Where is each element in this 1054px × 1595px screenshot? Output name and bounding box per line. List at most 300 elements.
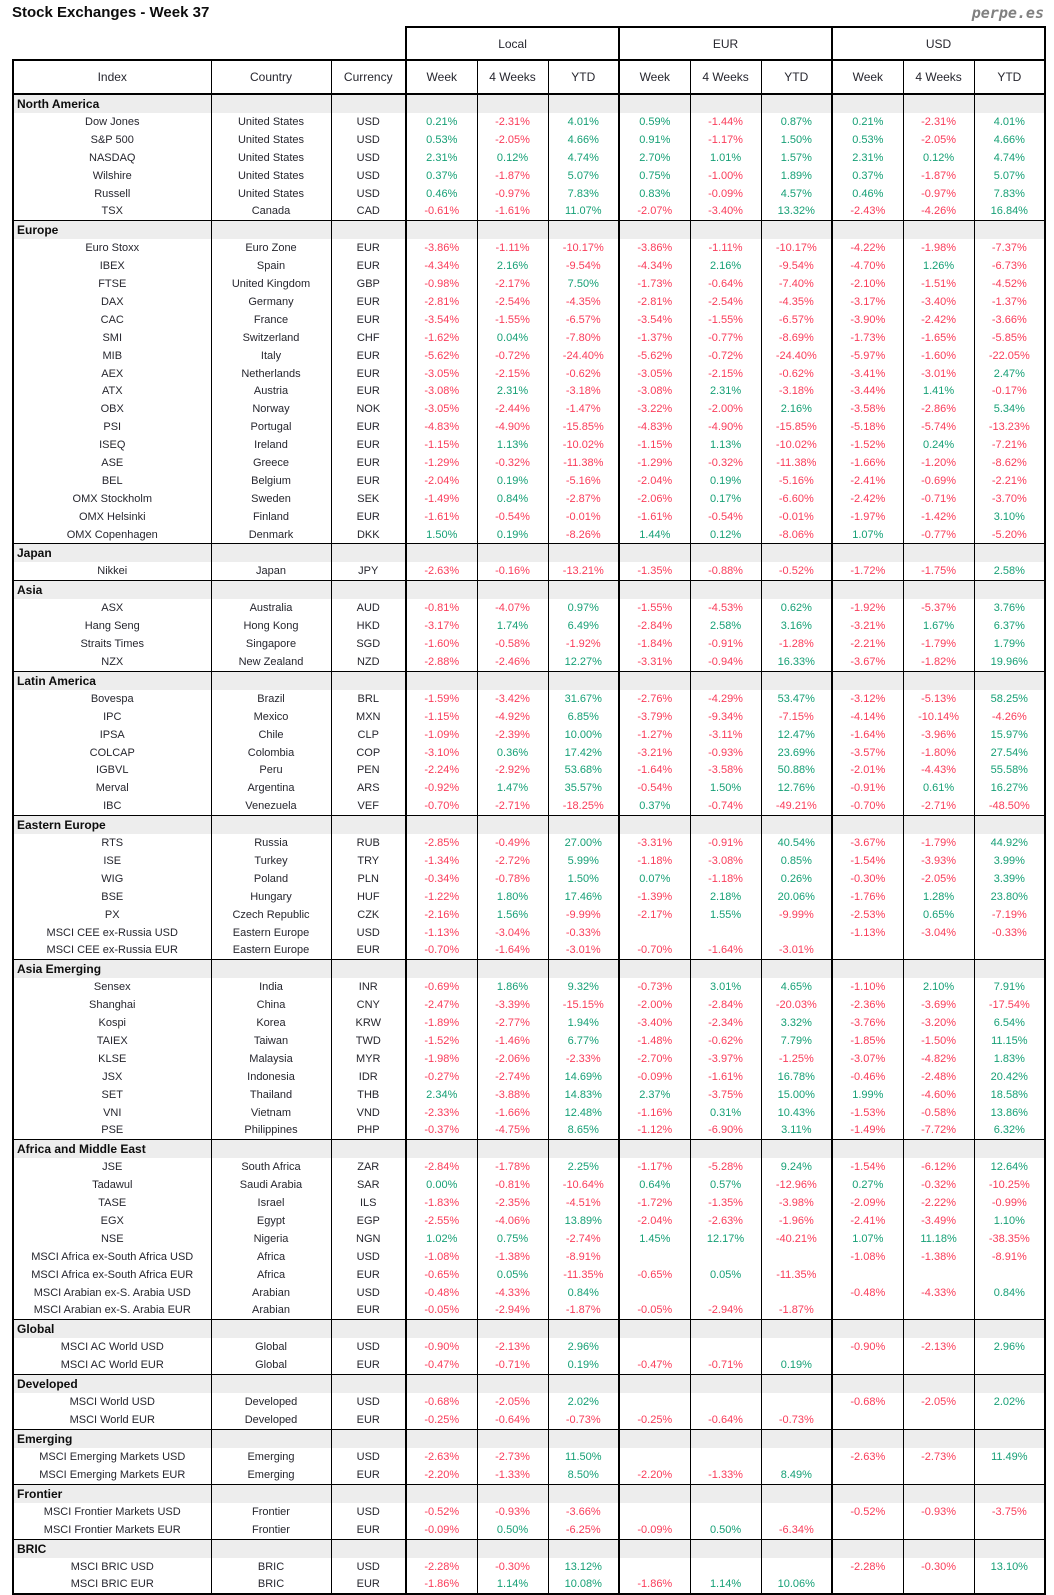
index-name-cell: Dow Jones xyxy=(13,113,211,131)
value-cell: -1.52% xyxy=(406,1032,477,1050)
value-cell: -2.46% xyxy=(477,653,548,671)
index-row xyxy=(13,1338,1045,1356)
section-cell xyxy=(619,1140,690,1159)
section-cell xyxy=(761,1140,832,1159)
value-cell: 2.34% xyxy=(406,1086,477,1104)
value-cell: -1.79% xyxy=(903,834,974,852)
value-cell: -2.06% xyxy=(477,1050,548,1068)
value-cell: 12.64% xyxy=(974,1158,1045,1176)
value-cell: -13.23% xyxy=(974,418,1045,436)
value-cell: -2.42% xyxy=(903,311,974,329)
value-cell: -40.21% xyxy=(761,1230,832,1248)
value-cell: 5.07% xyxy=(548,167,619,185)
value-cell: -1.61% xyxy=(619,508,690,526)
index-name-cell: MSCI Emerging Markets USD xyxy=(13,1448,211,1466)
section-cell xyxy=(406,960,477,979)
value-cell: 0.75% xyxy=(477,1230,548,1248)
section-cell xyxy=(690,1484,761,1503)
value-cell xyxy=(974,942,1045,960)
country-cell: United States xyxy=(211,167,331,185)
group-header-row xyxy=(13,27,1045,60)
section-cell xyxy=(548,1430,619,1449)
value-cell: -2.54% xyxy=(477,293,548,311)
section-cell xyxy=(331,816,406,835)
country-cell: Developed xyxy=(211,1411,331,1429)
value-cell: -2.31% xyxy=(477,113,548,131)
country-cell: United States xyxy=(211,131,331,149)
value-cell: -0.70% xyxy=(406,942,477,960)
value-cell: -9.34% xyxy=(690,708,761,726)
index-name-cell: NASDAQ xyxy=(13,149,211,167)
country-cell: Korea xyxy=(211,1014,331,1032)
section-cell xyxy=(619,671,690,690)
value-cell: -18.25% xyxy=(548,797,619,815)
index-row xyxy=(13,1014,1045,1032)
value-cell: -4.60% xyxy=(903,1086,974,1104)
value-cell: -0.99% xyxy=(974,1194,1045,1212)
value-cell: -1.18% xyxy=(690,870,761,888)
value-cell: -0.52% xyxy=(761,562,832,580)
currency-cell: ZAR xyxy=(331,1158,406,1176)
value-cell: -0.48% xyxy=(832,1284,903,1302)
value-cell: 3.01% xyxy=(690,978,761,996)
section-cell xyxy=(690,1140,761,1159)
section-cell xyxy=(211,960,331,979)
section-cell xyxy=(974,581,1045,600)
section-cell xyxy=(690,960,761,979)
value-cell xyxy=(761,1284,832,1302)
index-row xyxy=(13,508,1045,526)
index-name-cell: MSCI BRIC EUR xyxy=(13,1575,211,1594)
index-name-cell: IBC xyxy=(13,797,211,815)
value-cell: -2.41% xyxy=(832,1212,903,1230)
index-row xyxy=(13,1104,1045,1122)
value-cell: -1.33% xyxy=(690,1466,761,1484)
section-cell xyxy=(903,1140,974,1159)
value-cell: -1.61% xyxy=(477,202,548,220)
value-cell: -49.21% xyxy=(761,797,832,815)
value-cell: -3.40% xyxy=(903,293,974,311)
currency-cell: CLP xyxy=(331,726,406,744)
currency-cell: EUR xyxy=(331,1302,406,1320)
value-cell: -0.58% xyxy=(477,635,548,653)
index-name-cell: MSCI Africa ex-South Africa USD xyxy=(13,1248,211,1266)
value-cell: -2.36% xyxy=(832,996,903,1014)
column-header-row xyxy=(13,60,1045,94)
value-cell: -0.37% xyxy=(406,1122,477,1140)
value-cell: -0.33% xyxy=(548,924,619,942)
value-cell: -2.44% xyxy=(477,400,548,418)
value-cell: 4.57% xyxy=(761,185,832,203)
section-cell xyxy=(548,671,619,690)
value-cell: 2.31% xyxy=(406,149,477,167)
currency-cell: IDR xyxy=(331,1068,406,1086)
section-row xyxy=(13,671,1045,690)
value-cell: -0.32% xyxy=(690,454,761,472)
index-row xyxy=(13,382,1045,400)
column-header-usd-ytd: YTD xyxy=(974,60,1045,94)
value-cell: -1.37% xyxy=(619,329,690,347)
value-cell: -1.66% xyxy=(832,454,903,472)
index-name-cell: PX xyxy=(13,906,211,924)
value-cell: 11.49% xyxy=(974,1448,1045,1466)
value-cell: 0.50% xyxy=(690,1521,761,1539)
index-name-cell: IPSA xyxy=(13,726,211,744)
index-name-cell: Shanghai xyxy=(13,996,211,1014)
country-cell: Hungary xyxy=(211,888,331,906)
index-name-cell: MSCI World EUR xyxy=(13,1411,211,1429)
section-cell xyxy=(331,1320,406,1339)
section-label: Eastern Europe xyxy=(13,816,211,835)
column-header-country: Country xyxy=(211,60,331,94)
index-name-cell: ASE xyxy=(13,454,211,472)
index-name-cell: MSCI BRIC USD xyxy=(13,1558,211,1576)
currency-cell: CZK xyxy=(331,906,406,924)
index-row xyxy=(13,1212,1045,1230)
currency-cell: VEF xyxy=(331,797,406,815)
value-cell: -2.81% xyxy=(619,293,690,311)
country-cell: Arabian xyxy=(211,1302,331,1320)
index-row xyxy=(13,852,1045,870)
currency-cell: EUR xyxy=(331,311,406,329)
section-cell xyxy=(331,94,406,113)
currency-cell: EUR xyxy=(331,365,406,383)
section-label: Asia xyxy=(13,581,211,600)
index-name-cell: ATX xyxy=(13,382,211,400)
value-cell xyxy=(619,1393,690,1411)
value-cell: 0.53% xyxy=(406,131,477,149)
index-name-cell: OMX Helsinki xyxy=(13,508,211,526)
currency-cell: AUD xyxy=(331,599,406,617)
value-cell: -1.64% xyxy=(619,762,690,780)
value-cell: -2.63% xyxy=(406,1448,477,1466)
section-cell xyxy=(974,816,1045,835)
index-row xyxy=(13,472,1045,490)
value-cell: -6.73% xyxy=(974,257,1045,275)
value-cell: 0.87% xyxy=(761,113,832,131)
value-cell xyxy=(903,1466,974,1484)
value-cell: -0.73% xyxy=(619,978,690,996)
value-cell: -2.15% xyxy=(690,365,761,383)
value-cell: -2.22% xyxy=(903,1194,974,1212)
value-cell: -2.00% xyxy=(619,996,690,1014)
value-cell: -0.72% xyxy=(477,347,548,365)
country-cell: Peru xyxy=(211,762,331,780)
index-name-cell: MSCI Frontier Markets EUR xyxy=(13,1521,211,1539)
section-cell xyxy=(548,1140,619,1159)
section-row xyxy=(13,1375,1045,1394)
value-cell: -1.15% xyxy=(406,708,477,726)
index-name-cell: SMI xyxy=(13,329,211,347)
index-row xyxy=(13,365,1045,383)
value-cell: 27.00% xyxy=(548,834,619,852)
value-cell: -2.20% xyxy=(619,1466,690,1484)
value-cell xyxy=(832,942,903,960)
section-cell xyxy=(903,1539,974,1558)
currency-cell: USD xyxy=(331,185,406,203)
value-cell: 4.66% xyxy=(974,131,1045,149)
value-cell: -8.91% xyxy=(974,1248,1045,1266)
value-cell: -0.48% xyxy=(406,1284,477,1302)
value-cell: -3.12% xyxy=(832,690,903,708)
country-cell: Nigeria xyxy=(211,1230,331,1248)
value-cell: 2.16% xyxy=(477,257,548,275)
value-cell: -4.33% xyxy=(477,1284,548,1302)
index-row xyxy=(13,185,1045,203)
index-name-cell: Nikkei xyxy=(13,562,211,580)
value-cell: 6.37% xyxy=(974,617,1045,635)
value-cell: -1.75% xyxy=(903,562,974,580)
country-cell: Austria xyxy=(211,382,331,400)
value-cell: -1.84% xyxy=(619,635,690,653)
section-cell xyxy=(477,816,548,835)
value-cell: -5.85% xyxy=(974,329,1045,347)
section-cell xyxy=(974,1375,1045,1394)
index-row xyxy=(13,1266,1045,1284)
section-cell xyxy=(832,581,903,600)
index-row xyxy=(13,418,1045,436)
value-cell: -2.84% xyxy=(406,1158,477,1176)
index-name-cell: IGBVL xyxy=(13,762,211,780)
value-cell xyxy=(619,1248,690,1266)
section-cell xyxy=(548,960,619,979)
value-cell: -3.22% xyxy=(619,400,690,418)
section-cell xyxy=(690,544,761,563)
section-cell xyxy=(761,1320,832,1339)
section-cell xyxy=(619,960,690,979)
value-cell: -12.96% xyxy=(761,1176,832,1194)
currency-cell: SEK xyxy=(331,490,406,508)
value-cell xyxy=(690,1338,761,1356)
index-row xyxy=(13,1503,1045,1521)
value-cell: -3.96% xyxy=(903,726,974,744)
value-cell: 23.80% xyxy=(974,888,1045,906)
value-cell: 1.47% xyxy=(477,779,548,797)
value-cell: -0.93% xyxy=(903,1503,974,1521)
value-cell: 7.79% xyxy=(761,1032,832,1050)
section-cell xyxy=(619,1320,690,1339)
currency-cell: USD xyxy=(331,113,406,131)
value-cell: 4.01% xyxy=(974,113,1045,131)
value-cell: 0.12% xyxy=(903,149,974,167)
section-cell xyxy=(477,221,548,240)
currency-cell: USD xyxy=(331,149,406,167)
value-cell: 1.80% xyxy=(477,888,548,906)
section-cell xyxy=(548,816,619,835)
value-cell: 1.14% xyxy=(477,1575,548,1594)
value-cell: -3.98% xyxy=(761,1194,832,1212)
value-cell: -0.88% xyxy=(690,562,761,580)
value-cell: 10.08% xyxy=(548,1575,619,1594)
country-cell: New Zealand xyxy=(211,653,331,671)
value-cell: -1.86% xyxy=(619,1575,690,1594)
section-cell xyxy=(548,1539,619,1558)
value-cell: 0.85% xyxy=(761,852,832,870)
value-cell: 0.21% xyxy=(832,113,903,131)
index-row xyxy=(13,888,1045,906)
section-cell xyxy=(477,1375,548,1394)
section-label: BRIC xyxy=(13,1539,211,1558)
value-cell: -0.65% xyxy=(619,1266,690,1284)
value-cell: -0.54% xyxy=(477,508,548,526)
country-cell: Argentina xyxy=(211,779,331,797)
value-cell: -2.43% xyxy=(832,202,903,220)
index-name-cell: AEX xyxy=(13,365,211,383)
section-cell xyxy=(548,1375,619,1394)
index-row xyxy=(13,635,1045,653)
section-cell xyxy=(406,1320,477,1339)
value-cell: -22.05% xyxy=(974,347,1045,365)
section-cell xyxy=(761,94,832,113)
value-cell: -3.08% xyxy=(690,852,761,870)
value-cell: -1.54% xyxy=(832,1158,903,1176)
value-cell: -2.84% xyxy=(619,617,690,635)
value-cell: -1.64% xyxy=(832,726,903,744)
section-cell xyxy=(548,1484,619,1503)
value-cell: -2.86% xyxy=(903,400,974,418)
section-cell xyxy=(903,1320,974,1339)
column-header-eur-4weeks: 4 Weeks xyxy=(690,60,761,94)
index-row xyxy=(13,906,1045,924)
value-cell: -1.10% xyxy=(832,978,903,996)
value-cell: 1.44% xyxy=(619,526,690,544)
section-cell xyxy=(331,960,406,979)
value-cell: 23.69% xyxy=(761,744,832,762)
value-cell: -0.25% xyxy=(619,1411,690,1429)
index-row xyxy=(13,1086,1045,1104)
value-cell: -1.34% xyxy=(406,852,477,870)
value-cell: -1.22% xyxy=(406,888,477,906)
value-cell: -1.51% xyxy=(903,275,974,293)
section-cell xyxy=(211,581,331,600)
currency-cell: USD xyxy=(331,1284,406,1302)
section-cell xyxy=(477,1484,548,1503)
value-cell: -0.30% xyxy=(903,1558,974,1576)
country-cell: Poland xyxy=(211,870,331,888)
value-cell: -7.37% xyxy=(974,239,1045,257)
value-cell: -5.16% xyxy=(761,472,832,490)
section-cell xyxy=(331,1539,406,1558)
section-cell xyxy=(761,1539,832,1558)
section-cell xyxy=(477,960,548,979)
section-row xyxy=(13,1140,1045,1159)
value-cell: -4.34% xyxy=(619,257,690,275)
section-cell xyxy=(832,1430,903,1449)
index-row xyxy=(13,562,1045,580)
value-cell: -0.01% xyxy=(548,508,619,526)
value-cell xyxy=(761,1503,832,1521)
value-cell: 0.62% xyxy=(761,599,832,617)
value-cell: -2.55% xyxy=(406,1212,477,1230)
section-cell xyxy=(903,581,974,600)
section-cell xyxy=(619,1430,690,1449)
value-cell: -2.92% xyxy=(477,762,548,780)
value-cell: 20.06% xyxy=(761,888,832,906)
index-name-cell: Euro Stoxx xyxy=(13,239,211,257)
column-header-currency: Currency xyxy=(331,60,406,94)
value-cell: -3.75% xyxy=(974,1503,1045,1521)
value-cell: -1.97% xyxy=(832,508,903,526)
value-cell: -0.73% xyxy=(761,1411,832,1429)
value-cell: -2.13% xyxy=(903,1338,974,1356)
country-cell: Russia xyxy=(211,834,331,852)
value-cell: -2.94% xyxy=(477,1302,548,1320)
value-cell: -2.39% xyxy=(477,726,548,744)
country-cell: Singapore xyxy=(211,635,331,653)
value-cell: -1.54% xyxy=(832,852,903,870)
value-cell: -2.06% xyxy=(619,490,690,508)
country-cell: Global xyxy=(211,1356,331,1374)
value-cell: 0.59% xyxy=(619,113,690,131)
value-cell: -0.71% xyxy=(903,490,974,508)
value-cell: 53.47% xyxy=(761,690,832,708)
value-cell: 13.10% xyxy=(974,1558,1045,1576)
section-cell xyxy=(331,1484,406,1503)
country-cell: Portugal xyxy=(211,418,331,436)
index-row xyxy=(13,202,1045,220)
value-cell: -1.18% xyxy=(619,852,690,870)
index-name-cell: JSE xyxy=(13,1158,211,1176)
currency-cell: CHF xyxy=(331,329,406,347)
value-cell: -2.71% xyxy=(903,797,974,815)
value-cell: -2.74% xyxy=(548,1230,619,1248)
value-cell: -0.25% xyxy=(406,1411,477,1429)
value-cell: -2.47% xyxy=(406,996,477,1014)
section-cell xyxy=(331,1375,406,1394)
value-cell: -2.17% xyxy=(619,906,690,924)
index-row xyxy=(13,1176,1045,1194)
index-name-cell: MSCI Africa ex-South Africa EUR xyxy=(13,1266,211,1284)
value-cell xyxy=(832,1521,903,1539)
value-cell: -1.53% xyxy=(832,1104,903,1122)
column-header-local-ytd: YTD xyxy=(548,60,619,94)
value-cell: -2.70% xyxy=(619,1050,690,1068)
currency-cell: EUR xyxy=(331,257,406,275)
currency-cell: EUR xyxy=(331,454,406,472)
value-cell: -1.09% xyxy=(406,726,477,744)
value-cell: -1.08% xyxy=(406,1248,477,1266)
value-cell: -0.81% xyxy=(477,1176,548,1194)
value-cell xyxy=(690,1284,761,1302)
value-cell: -1.27% xyxy=(619,726,690,744)
value-cell: 18.58% xyxy=(974,1086,1045,1104)
index-row xyxy=(13,978,1045,996)
country-cell: Global xyxy=(211,1338,331,1356)
index-name-cell: MSCI Arabian ex-S. Arabia USD xyxy=(13,1284,211,1302)
value-cell: -2.71% xyxy=(477,797,548,815)
currency-cell: TRY xyxy=(331,852,406,870)
value-cell: -1.47% xyxy=(548,400,619,418)
value-cell: 1.79% xyxy=(974,635,1045,653)
value-cell xyxy=(832,1466,903,1484)
value-cell: 11.15% xyxy=(974,1032,1045,1050)
value-cell: -3.31% xyxy=(619,834,690,852)
value-cell: -2.01% xyxy=(832,762,903,780)
section-cell xyxy=(903,544,974,563)
value-cell: 1.89% xyxy=(761,167,832,185)
value-cell: -5.28% xyxy=(690,1158,761,1176)
value-cell: -0.47% xyxy=(406,1356,477,1374)
currency-cell: EUR xyxy=(331,293,406,311)
column-header-index: Index xyxy=(13,60,211,94)
index-row xyxy=(13,599,1045,617)
section-cell xyxy=(761,581,832,600)
value-cell: -0.78% xyxy=(477,870,548,888)
section-cell xyxy=(548,221,619,240)
country-cell: Egypt xyxy=(211,1212,331,1230)
value-cell: -0.68% xyxy=(832,1393,903,1411)
value-cell: 11.07% xyxy=(548,202,619,220)
